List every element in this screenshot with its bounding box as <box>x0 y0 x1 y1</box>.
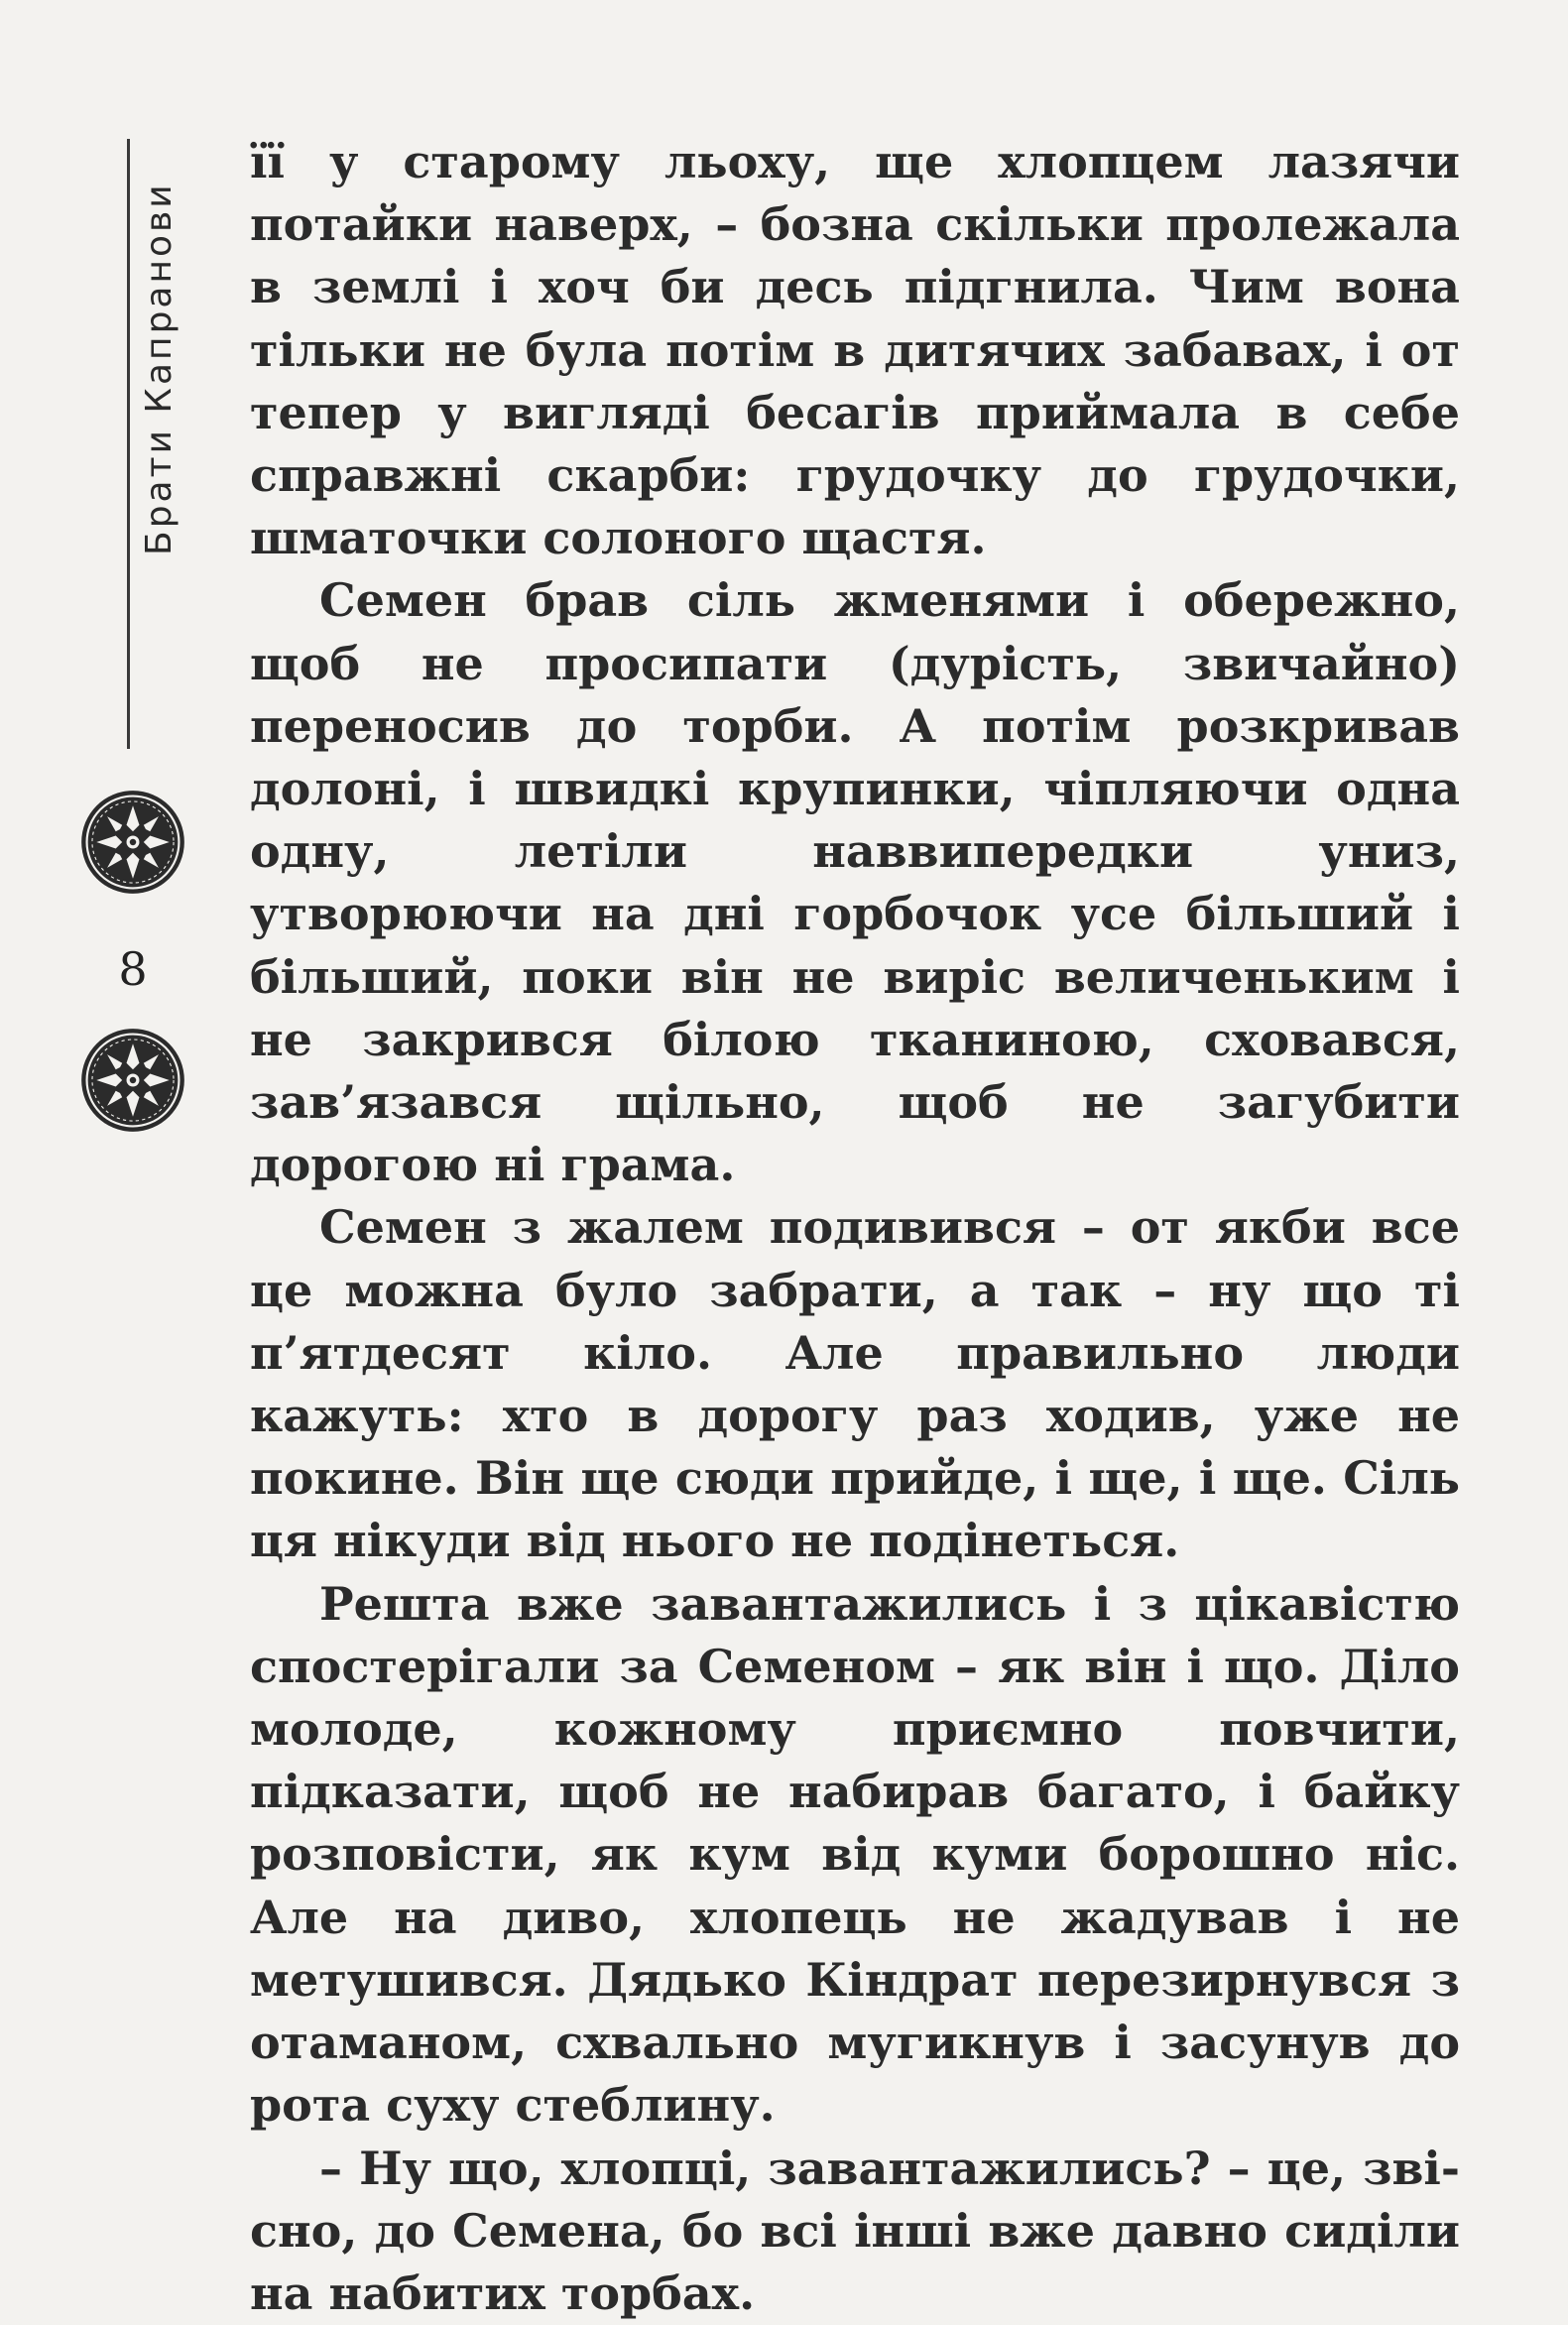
paragraph-2: Семен брав сіль жменями і обережно, щоб не просипати (дурість, звичайно) переносив до торби. А потім розкривав долоні, і швидкі крупинки, чіпляючи одна одну, летіли наввипередки униз, утворюючи на дні горбочок усе більший і більший, поки він не виріс величеньким і не закрився білою тканиною, сховався, зав’язався щільно, щоб не загубити дорогою ні грама. <box>250 569 1460 1196</box>
paragraph-5: – Ну що, хлопці, завантажились? – це, звісно, до Семена, бо всі інші вже давно сиділи на набитих торбах. <box>250 2138 1460 2325</box>
margin-rule <box>127 139 130 749</box>
page-margin <box>69 129 188 1151</box>
body-text <box>250 131 1460 2325</box>
page-number: 8 <box>69 942 196 996</box>
paragraph-1: її у старому льоху, ще хлопцем лазячи потайки наверх, – бозна скільки пролежала в землі і хоч би десь підгнила. Чим вона тільки не була потім в дитячих забавах, і от тепер у вигляді бесагів приймала в себе справжні скарби: грудочку до грудочки, шматочки солоного щастя. <box>250 131 1460 569</box>
ornament-rosette-icon <box>79 1027 186 1134</box>
ornament-rosette-icon <box>79 789 186 896</box>
paragraph-4: Решта вже завантажились і з цікавістю спостерігали за Семеном – як він і що. Діло молоде, кожному приємно повчити, підказати, щоб не набирав багато, і байку розповісти, як кум від куми борошно ніс. Але на диво, хлопець не жадував і не метушився. Дядько Кіндрат перезирнувся з отаманом, схвально мугикнув і засунув до рота суху стеблину. <box>250 1573 1460 2138</box>
running-head-author: Брати Капранови <box>139 182 180 555</box>
paragraph-3: Семен з жалем подивився – от якби все це можна було забрати, а так – ну що ті п’ятдесят кіло. Але правильно люди кажуть: хто в дорогу раз ходив, уже не покине. Він ще сюди прийде, і ще, і ще. Сіль ця нікуди від нього не подінеться. <box>250 1196 1460 1572</box>
